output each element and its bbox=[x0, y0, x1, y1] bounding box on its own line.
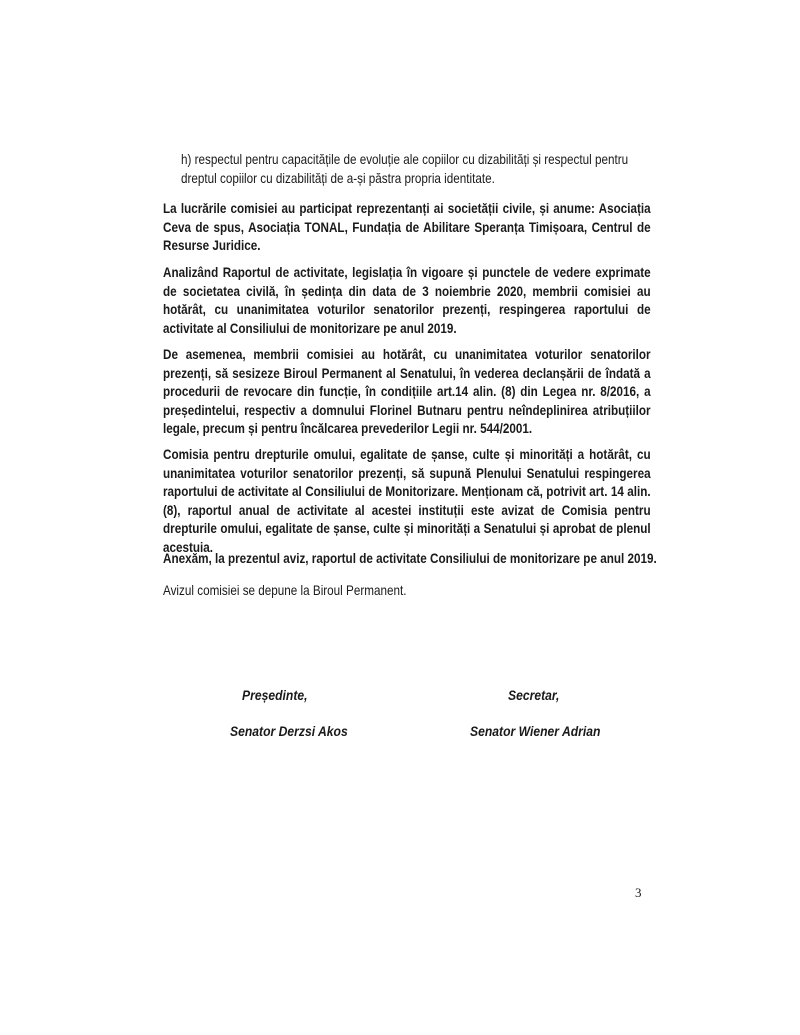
president-name: Senator Derzsi Akos bbox=[230, 724, 348, 739]
paragraph-referral: De asemenea, membrii comisiei au hotărât, cu unanimitatea voturilor senatorilor prezenți, să sesizeze Biroul Permanent al Senatului, în vederea declanșării de îndată a procedurii de revocare din funcție, în condițiile art.14 alin. (8) din Legea nr. 8/2016, a președintelui, respectiv a domnului Florinel Butnaru pentru neîndeplinirea atribuțiilor legale, precum și pentru încălcarea prevederilor Legii nr. 544/2001. bbox=[163, 347, 651, 436]
page-number: 3 bbox=[635, 885, 642, 900]
paragraph-analysis: Analizând Raportul de activitate, legislația în vigoare și punctele de vedere exprimate de societatea civilă, în ședința din data de 3 noiembrie 2020, membrii comisiei au hotărât, cu unanimitatea voturilor senatorilor prezenți, respingerea raportului de activitate al Consiliului de monitorizare pe anul 2019. bbox=[163, 265, 651, 336]
paragraph-annex: Anexăm, la prezentul aviz, raportul de activitate Consiliului de monitorizare pe anul 2019. bbox=[163, 551, 657, 566]
secretary-title: Secretar, bbox=[508, 688, 560, 703]
paragraph-decision: Comisia pentru drepturile omului, egalitate de șanse, culte și minorități a hotărât, cu unanimitatea voturilor senatorilor prezenți, să supună Plenului Senatului respingerea raportului de activitate al Consiliului de Monitorizare. Menționam că, potrivit art. 14 alin. (8), raportul anual de activitate al acestei instituții este avizat de Comisia pentru drepturile omului, egalitate de șanse, culte și minorități a Senatului și aprobat de plenul acestuia. bbox=[163, 447, 651, 555]
paragraph-participants: La lucrările comisiei au participat reprezentanți ai societății civile, și anume: Asociația Ceva de spus, Asociația TONAL, Fundația de Abilitare Speranța Timișoara, Centrul de Resurse Juridice. bbox=[163, 201, 651, 253]
president-title: Președinte, bbox=[242, 688, 308, 703]
paragraph-item-h: h) respectul pentru capacitățile de evoluție ale copiilor cu dizabilități și respectul pentru dreptul copiilor cu dizabilități de a-și păstra propria identitate. bbox=[181, 152, 629, 186]
secretary-name: Senator Wiener Adrian bbox=[470, 724, 601, 739]
paragraph-submission: Avizul comisiei se depune la Biroul Permanent. bbox=[163, 583, 407, 598]
